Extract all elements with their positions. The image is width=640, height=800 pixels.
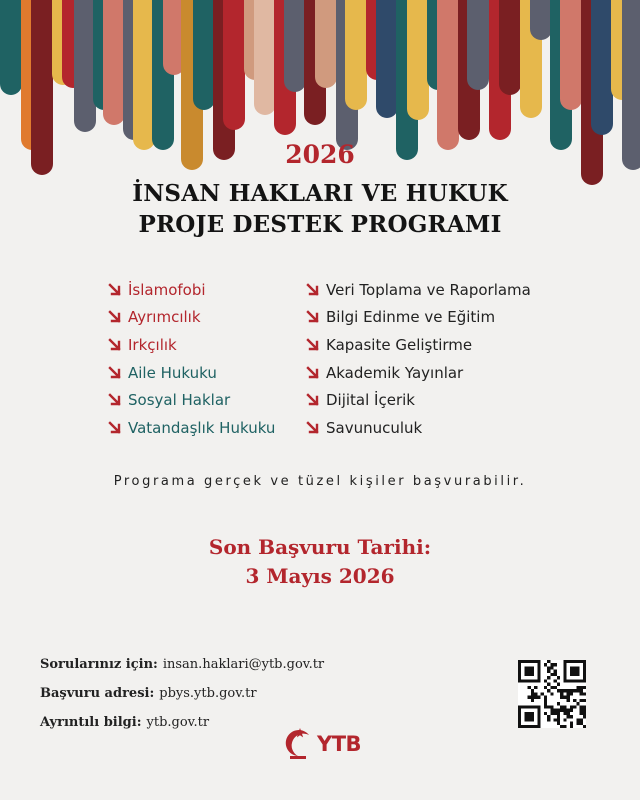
topic-item — [106, 386, 304, 414]
questions-label: Sorularınız için: — [40, 657, 158, 672]
deadline-label: Son Başvuru Tarihi: — [208, 535, 432, 559]
arrow-down-right-icon — [106, 364, 124, 382]
topic-label: Akademik Yayınlar — [326, 363, 464, 382]
topic-label: Sosyal Haklar — [128, 391, 231, 410]
topic-item — [304, 359, 531, 387]
topic-label: Kapasite Geliştirme — [326, 335, 473, 354]
decorative-bar — [254, 0, 276, 115]
topic-item — [304, 386, 531, 414]
decorative-bar — [74, 0, 96, 132]
topic-item — [304, 414, 531, 442]
arrow-down-right-icon — [304, 308, 322, 326]
decorative-bar — [499, 0, 521, 95]
arrow-down-right-icon — [304, 336, 322, 354]
title-line-2: PROJE DESTEK PROGRAMI — [138, 211, 502, 238]
contact-questions-row — [40, 650, 324, 679]
application-url-link[interactable]: pbys.ytb.gov.tr — [159, 686, 257, 701]
decorative-bar — [345, 0, 367, 110]
decorative-bar — [407, 0, 429, 120]
decorative-bar — [530, 0, 552, 40]
application-label: Başvuru adresi: — [40, 686, 155, 701]
topic-label: Savunuculuk — [326, 418, 423, 437]
topics-left-column — [106, 276, 304, 442]
questions-email-link[interactable]: insan.haklari@ytb.gov.tr — [162, 657, 325, 672]
topic-label: Veri Toplama ve Raporlama — [326, 280, 531, 299]
decorative-bar — [133, 0, 155, 150]
topic-item — [106, 331, 304, 359]
decorative-bar — [284, 0, 306, 92]
deadline-block — [0, 533, 640, 591]
decorative-bar — [223, 0, 245, 130]
qr-code-icon[interactable] — [518, 660, 586, 728]
decorative-bar — [467, 0, 489, 90]
arrow-down-right-icon — [304, 281, 322, 299]
info-url-link[interactable]: ytb.gov.tr — [146, 715, 210, 730]
arrow-down-right-icon — [304, 364, 322, 382]
topics-list — [106, 276, 566, 442]
info-label: Ayrıntılı bilgi: — [40, 715, 142, 730]
decorative-bar — [193, 0, 215, 110]
decorative-bar — [591, 0, 613, 135]
arrow-down-right-icon — [106, 419, 124, 437]
contact-info — [40, 650, 324, 737]
arrow-down-right-icon — [304, 391, 322, 409]
crescent-star-logo-icon — [282, 726, 314, 762]
logo-text: YTB — [317, 732, 362, 756]
ytb-logo — [282, 726, 361, 762]
topic-label: Dijital İçerik — [326, 391, 415, 410]
topics-right-column — [304, 276, 531, 442]
topic-label: Aile Hukuku — [128, 363, 217, 382]
topic-item — [304, 304, 531, 332]
decorative-bar — [560, 0, 582, 110]
topic-label: Bilgi Edinme ve Eğitim — [326, 308, 496, 327]
contact-application-row — [40, 679, 324, 708]
decorative-color-bars — [0, 0, 640, 200]
decorative-bar — [437, 0, 459, 150]
program-title — [0, 178, 640, 240]
decorative-bar — [376, 0, 398, 118]
title-line-1: İNSAN HAKLARI VE HUKUK — [132, 180, 508, 207]
topic-label: İslamofobi — [128, 280, 206, 299]
arrow-down-right-icon — [106, 308, 124, 326]
arrow-down-right-icon — [106, 391, 124, 409]
topic-item — [304, 276, 531, 304]
arrow-down-right-icon — [106, 336, 124, 354]
topic-item — [304, 331, 531, 359]
topic-item — [106, 414, 304, 442]
program-year: 2026 — [285, 140, 355, 169]
topic-label: Ayrımcılık — [128, 308, 201, 327]
deadline-date: 3 Mayıs 2026 — [245, 564, 395, 588]
topic-item — [106, 276, 304, 304]
topic-item — [106, 304, 304, 332]
topic-label: Irkçılık — [128, 335, 177, 354]
arrow-down-right-icon — [106, 281, 124, 299]
eligibility-note: Programa gerçek ve tüzel kişiler başvurabilir. — [113, 474, 527, 489]
topic-label: Vatandaşlık Hukuku — [128, 418, 276, 437]
decorative-bar — [0, 0, 22, 95]
decorative-bar — [315, 0, 337, 88]
arrow-down-right-icon — [304, 419, 322, 437]
decorative-bar — [103, 0, 125, 125]
topic-item — [106, 359, 304, 387]
